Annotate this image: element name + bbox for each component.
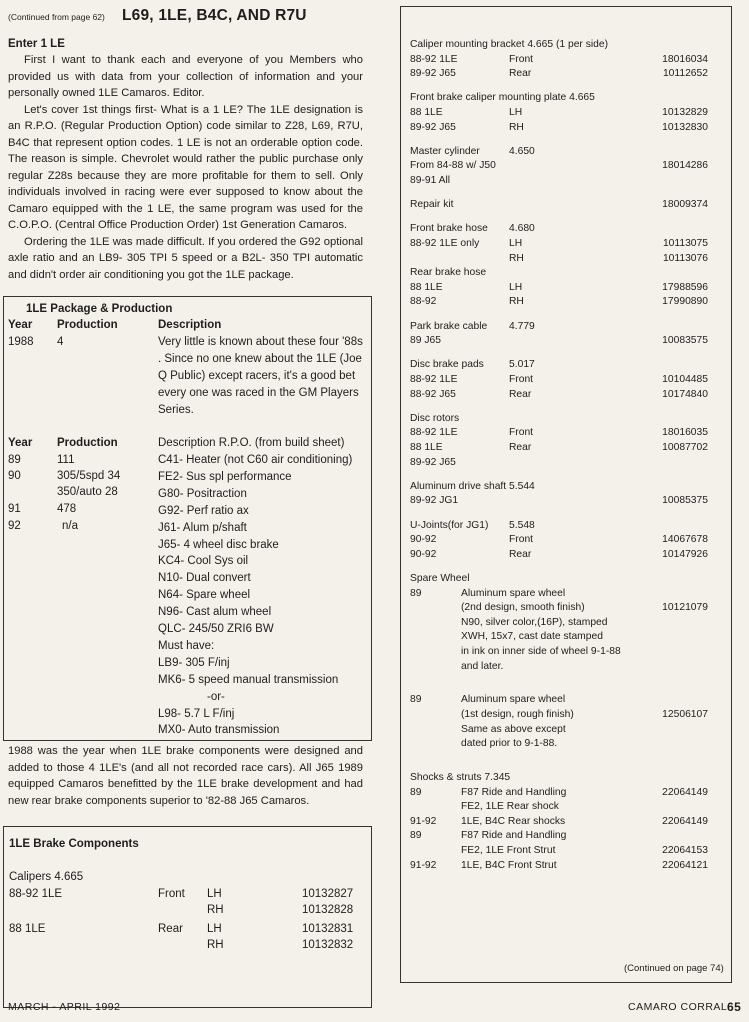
- year-cell: 91: [8, 503, 21, 515]
- rpo-line: N96- Cast alum wheel: [158, 606, 272, 619]
- part-number: 22064121: [662, 859, 708, 871]
- caliper-part-number: 10132828: [302, 904, 354, 916]
- part-number: 10104485: [662, 374, 708, 385]
- part-application: 88 1LE: [410, 107, 443, 118]
- part-position: Front: [509, 53, 534, 65]
- page-title: L69, 1LE, B4C, AND R7U: [122, 7, 307, 24]
- rpo-line: J61- Alum p/shaft: [158, 521, 247, 534]
- part-position: Front: [509, 427, 534, 439]
- rpo-line: -or-: [207, 690, 225, 703]
- parts-list-box: [400, 6, 732, 983]
- part-year: 91-92: [410, 859, 437, 871]
- section-code: 4.779: [509, 320, 535, 332]
- intro-paragraph: Ordering the 1LE was made difficult. If you ordered the G92 optional axle ratio and an LB9- 305 TPI 5 speed or a B2L- 350 TPI automatic and didn't order air conditioning you got the 1LE package.: [8, 235, 363, 281]
- rpo-line: FE2- Sus spl performance: [158, 470, 292, 483]
- caliper-part-number: 10132831: [302, 923, 354, 935]
- part-year: 89: [410, 694, 422, 706]
- section-heading: U-Joints(for JG1): [410, 519, 489, 531]
- caliper-position: Front: [158, 888, 185, 900]
- rpo-line: G80- Positraction: [158, 487, 247, 500]
- part-position: LH: [509, 238, 523, 249]
- part-number: 18014286: [662, 160, 708, 172]
- year-cell: 89: [8, 454, 21, 466]
- part-description: (1st design, rough finish): [461, 709, 574, 720]
- part-number: 10132829: [662, 107, 708, 118]
- part-position: RH: [509, 252, 524, 264]
- section-heading: Front brake hose: [410, 223, 488, 235]
- rpo-line: C41- Heater (not C60 air conditioning): [158, 454, 353, 466]
- part-description: Same as above except: [461, 723, 566, 735]
- footer-magazine: CAMARO CORRAL: [628, 1001, 728, 1013]
- part-application: 88-92 J65: [410, 388, 456, 400]
- production-cell: n/a: [62, 520, 78, 532]
- part-position: RH: [509, 296, 524, 308]
- section-heading: Disc brake pads: [410, 359, 484, 371]
- part-description: in ink on inner side of wheel 9-1-88: [461, 646, 621, 657]
- part-description: 1LE, B4C Rear shocks: [461, 815, 566, 827]
- intro-paragraph: First I want to thank each and everyone of you Members who provided us with data from your collection of information and your personally owned 1LE Camaros. Editor.: [8, 54, 363, 99]
- part-number: 12506107: [662, 709, 708, 720]
- part-description: and later.: [461, 660, 504, 672]
- part-number: 10121079: [662, 602, 708, 614]
- section-code: 5.017: [509, 359, 535, 371]
- part-position: Front: [509, 374, 534, 385]
- part-application: 89-92 J65: [410, 456, 456, 468]
- rpo-line: J65- 4 wheel disc brake: [158, 538, 279, 551]
- part-description: XWH, 15x7, cast date stamped: [461, 631, 603, 643]
- part-number: 17990890: [662, 296, 708, 308]
- part-number: 18016035: [662, 427, 708, 439]
- col-year: Year: [8, 319, 33, 331]
- description-1988: Very little is known about these four '88s . Since no one knew about the 1LE (Joe Q Public) except racers, it's a good bet every one was raced in the GM Players Series.: [158, 336, 363, 416]
- part-description: (2nd design, smooth finish): [461, 602, 585, 614]
- part-description: F87 Ride and Handling: [461, 830, 567, 842]
- caliper-side: RH: [207, 939, 224, 951]
- paragraph-1988: 1988 was the year when 1LE brake components were designed and added to those 4 1LE's (and all not recorded race cars). All J65 1989 equipped Camaros benefitted by the 1LE brake development and had new rear brake components superior to '82-88 J65 Camaros.: [8, 745, 363, 807]
- caliper-side: RH: [207, 904, 224, 916]
- part-application: 88-92 1LE: [410, 374, 458, 385]
- part-number: 10112652: [662, 68, 708, 80]
- caliper-side: LH: [207, 923, 222, 935]
- part-application: 88-92 1LE: [410, 53, 458, 65]
- part-application: 89-91 All: [410, 175, 451, 186]
- section-heading: Front brake caliper mounting plate 4.665: [410, 92, 595, 104]
- part-application: 89-92 J65: [410, 68, 456, 80]
- continued-from-note: (Continued from page 62): [8, 12, 105, 22]
- intro-heading: Enter 1 LE: [8, 38, 65, 50]
- production-cell: 4: [57, 336, 64, 348]
- package-production-box: [3, 296, 372, 741]
- part-application: 88 1LE: [410, 442, 443, 453]
- part-year: 91-92: [410, 815, 437, 827]
- part-application: 88-92: [410, 296, 437, 308]
- part-position: LH: [509, 281, 523, 293]
- caliper-part-number: 10132827: [302, 888, 354, 900]
- rpo-line: Must have:: [158, 639, 215, 652]
- section-heading: Disc rotors: [410, 412, 460, 424]
- continued-on-note: (Continued on page 74): [624, 963, 724, 974]
- col-production: Production: [57, 319, 118, 331]
- part-number: 10132830: [662, 121, 708, 133]
- part-number: 22064149: [662, 786, 708, 798]
- part-application: 89 J65: [410, 335, 441, 347]
- part-description: Aluminum spare wheel: [461, 694, 566, 706]
- part-application: 88-92 1LE only: [410, 238, 480, 249]
- part-number: 10147926: [662, 548, 708, 560]
- part-description: Aluminum spare wheel: [461, 587, 566, 599]
- col-description: Description: [158, 319, 222, 331]
- brake-box-title: 1LE Brake Components: [9, 838, 139, 850]
- part-application: 89-92 JG1: [410, 495, 459, 507]
- caliper-position: Rear: [158, 923, 183, 935]
- rpo-line: N64- Spare wheel: [158, 589, 251, 602]
- part-position: LH: [509, 107, 523, 118]
- part-description: FE2, 1LE Front Strut: [461, 845, 556, 856]
- part-number: 10083575: [662, 335, 708, 347]
- part-number: 18016034: [662, 53, 708, 65]
- part-description: 1LE, B4C Front Strut: [461, 859, 557, 871]
- part-application: 88-92 1LE: [410, 427, 458, 439]
- section-heading: Spare Wheel: [410, 573, 470, 584]
- rpo-line: LB9- 305 F/inj: [158, 656, 230, 669]
- section-heading: Aluminum drive shaft 5.544: [410, 480, 535, 492]
- package-box-title: 1LE Package & Production: [26, 303, 173, 315]
- intro-paragraph: Let's cover 1st things first- What is a 1 LE? The 1LE designation is an R.P.O. (Regular Production Option) code similar to Z28, L69, R7U, B4C that represent option codes. 1 LE is not an orderable option code. The reason is simple. Chevrolet would rather the public purchase only regular Z28s because they are more profitable for them to sell. Only individuals involved in racing were ever supposed to know about the Camaro equipped with the 1 LE, the same program was used for the C.O.P.O. (Central Office Production Order) 1st Generation Camaros.: [8, 103, 363, 231]
- part-application: 90-92: [410, 548, 437, 560]
- rpo-line: MK6- 5 speed manual transmission: [158, 673, 339, 686]
- year-cell: 90: [8, 470, 21, 482]
- part-description: F87 Ride and Handling: [461, 786, 567, 798]
- caliper-year: 88-92 1LE: [9, 888, 63, 900]
- part-position: Rear: [509, 68, 532, 80]
- part-application: From 84-88 w/ J50: [410, 160, 496, 172]
- brake-components-box: [3, 826, 372, 1008]
- rpo-line: G92- Perf ratio ax: [158, 504, 249, 517]
- rpo-line: MX0- Auto transmission: [158, 724, 280, 737]
- calipers-heading: Calipers 4.665: [9, 871, 84, 883]
- production-cell: 478: [57, 503, 77, 515]
- page-number: 65: [727, 1000, 742, 1014]
- part-number: 10085375: [662, 495, 708, 507]
- col-description-rpo: Description R.P.O. (from build sheet): [158, 437, 345, 449]
- part-description: FE2, 1LE Rear shock: [461, 801, 559, 813]
- part-number: 10087702: [662, 442, 708, 453]
- rpo-line: KC4- Cool Sys oil: [158, 555, 249, 568]
- part-description: dated prior to 9-1-88.: [461, 738, 558, 750]
- intro-body: [8, 52, 363, 283]
- section-code: 5.548: [509, 519, 535, 531]
- part-position: Rear: [509, 548, 532, 560]
- section-code: 4.650: [509, 145, 535, 157]
- part-application: 90-92: [410, 534, 437, 546]
- part-number: 22064153: [662, 845, 708, 856]
- part-year: 89: [410, 587, 422, 599]
- production-cell: 305/5spd 34: [57, 470, 121, 482]
- part-year: 89: [410, 830, 422, 842]
- section-heading: Master cylinder: [410, 145, 480, 157]
- part-year: 89: [410, 786, 422, 798]
- caliper-part-number: 10132832: [302, 939, 354, 951]
- production-cell: 111: [57, 454, 75, 466]
- part-description: N90, silver color,(16P), stamped: [461, 616, 608, 628]
- part-number: 22064149: [662, 815, 708, 827]
- part-application: 88 1LE: [410, 281, 443, 293]
- rpo-line: L98- 5.7 L F/inj: [158, 707, 235, 720]
- part-number: 10113076: [662, 252, 708, 264]
- part-position: Front: [509, 534, 534, 546]
- footer-date: MARCH - APRIL 1992: [8, 1001, 121, 1013]
- section-heading: Rear brake hose: [410, 267, 487, 279]
- year-cell: 1988: [8, 336, 34, 348]
- part-application: 89-92 J65: [410, 121, 456, 133]
- part-position: Rear: [509, 442, 532, 453]
- year-cell: 92: [8, 520, 21, 532]
- part-position: RH: [509, 121, 524, 133]
- caliper-year: 88 1LE: [9, 923, 46, 935]
- section-heading: Shocks & struts 7.345: [410, 772, 511, 783]
- part-number: 14067678: [662, 534, 708, 546]
- col-year-2: Year: [8, 437, 33, 449]
- caliper-side: LH: [207, 888, 222, 900]
- section-heading: Park brake cable: [410, 320, 488, 332]
- col-production-2: Production: [57, 437, 118, 449]
- part-number: 18009374: [662, 199, 708, 211]
- part-number: 17988596: [662, 281, 708, 293]
- section-heading: Caliper mounting bracket 4.665 (1 per side): [410, 39, 609, 50]
- part-position: Rear: [509, 388, 532, 400]
- part-number: 10113075: [662, 238, 708, 249]
- section-code: 4.680: [509, 223, 535, 235]
- production-cell: 350/auto 28: [57, 486, 118, 498]
- part-number: 10174840: [662, 388, 708, 400]
- rpo-line: QLC- 245/50 ZRI6 BW: [158, 623, 274, 635]
- section-heading: Repair kit: [410, 199, 454, 211]
- rpo-line: N10- Dual convert: [158, 572, 251, 585]
